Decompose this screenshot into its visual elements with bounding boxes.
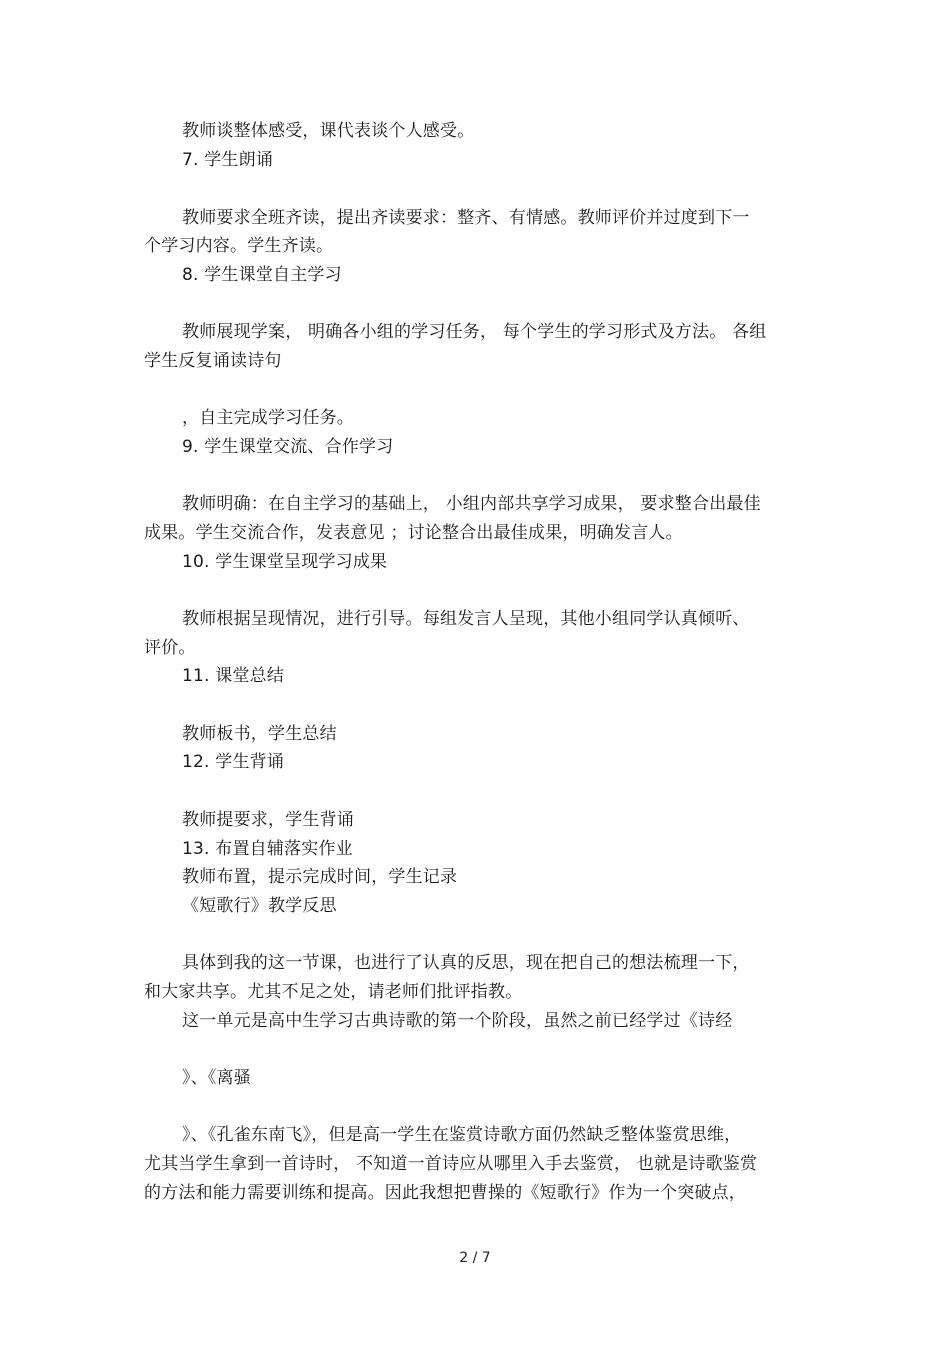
paragraph-line: 》、《离骚 — [182, 1068, 251, 1088]
document-title: 《短歌行》教学反思 — [182, 896, 337, 916]
paragraph-line: 和大家共享。尤其不足之处，请老师们批评指教。 — [144, 982, 523, 1002]
section-heading: 13. 布置自辅落实作业 — [182, 839, 353, 859]
paragraph-line: 的方法和能力需要训练和提高。因此我想把曹操的《短歌行》作为一个突破点， — [144, 1183, 746, 1203]
paragraph-line: 教师根据呈现情况，进行引导。每组发言人呈现，其他小组同学认真倾听、 — [182, 609, 750, 629]
paragraph-line: 教师布置，提示完成时间，学生记录 — [182, 867, 458, 887]
page-number: 2 / 7 — [459, 1250, 491, 1266]
paragraph-line: 个学习内容。学生齐读。 — [144, 236, 334, 256]
section-heading: 11. 课堂总结 — [182, 666, 285, 686]
section-heading: 10. 学生课堂呈现学习成果 — [182, 552, 388, 572]
paragraph-line: 学生反复诵读诗句 — [144, 351, 282, 371]
paragraph-line: 教师明确：在自主学习的基础上， 小组内部共享学习成果， 要求整合出最佳 — [182, 494, 761, 514]
paragraph-line: ，自主完成学习任务。 — [182, 408, 354, 428]
paragraph-line: 教师板书，学生总结 — [182, 724, 337, 744]
paragraph-line: 》、《孔雀东南飞》，但是高一学生在鉴赏诗歌方面仍然缺乏整体鉴赏思维， — [182, 1125, 742, 1145]
paragraph-line: 教师谈整体感受，课代表谈个人感受。 — [182, 121, 475, 141]
section-heading: 12. 学生背诵 — [182, 752, 285, 772]
paragraph-line: 教师要求全班齐读，提出齐读要求：整齐、有情感。教师评价并过度到下一 — [182, 208, 750, 228]
paragraph-line: 具体到我的这一节课，也进行了认真的反思，现在把自己的想法梳理一下， — [182, 953, 750, 973]
paragraph-line: 成果。学生交流合作，发表意见 ；讨论整合出最佳成果，明确发言人。 — [144, 523, 683, 543]
paragraph-line: 教师展现学案， 明确各小组的学习任务， 每个学生的学习形式及方法。 各组 — [182, 322, 767, 342]
paragraph-line: 这一单元是高中生学习古典诗歌的第一个阶段，虽然之前已经学过《诗经 — [182, 1011, 733, 1031]
section-heading: 9. 学生课堂交流、合作学习 — [182, 437, 394, 457]
paragraph-line: 尤其当学生拿到一首诗时， 不知道一首诗应从哪里入手去鉴赏， 也就是诗歌鉴赏 — [144, 1154, 758, 1174]
paragraph-line: 评价。 — [144, 638, 196, 658]
paragraph-line: 教师提要求，学生背诵 — [182, 810, 354, 830]
section-heading: 8. 学生课堂自主学习 — [182, 265, 342, 285]
section-heading: 7. 学生朗诵 — [182, 150, 274, 170]
